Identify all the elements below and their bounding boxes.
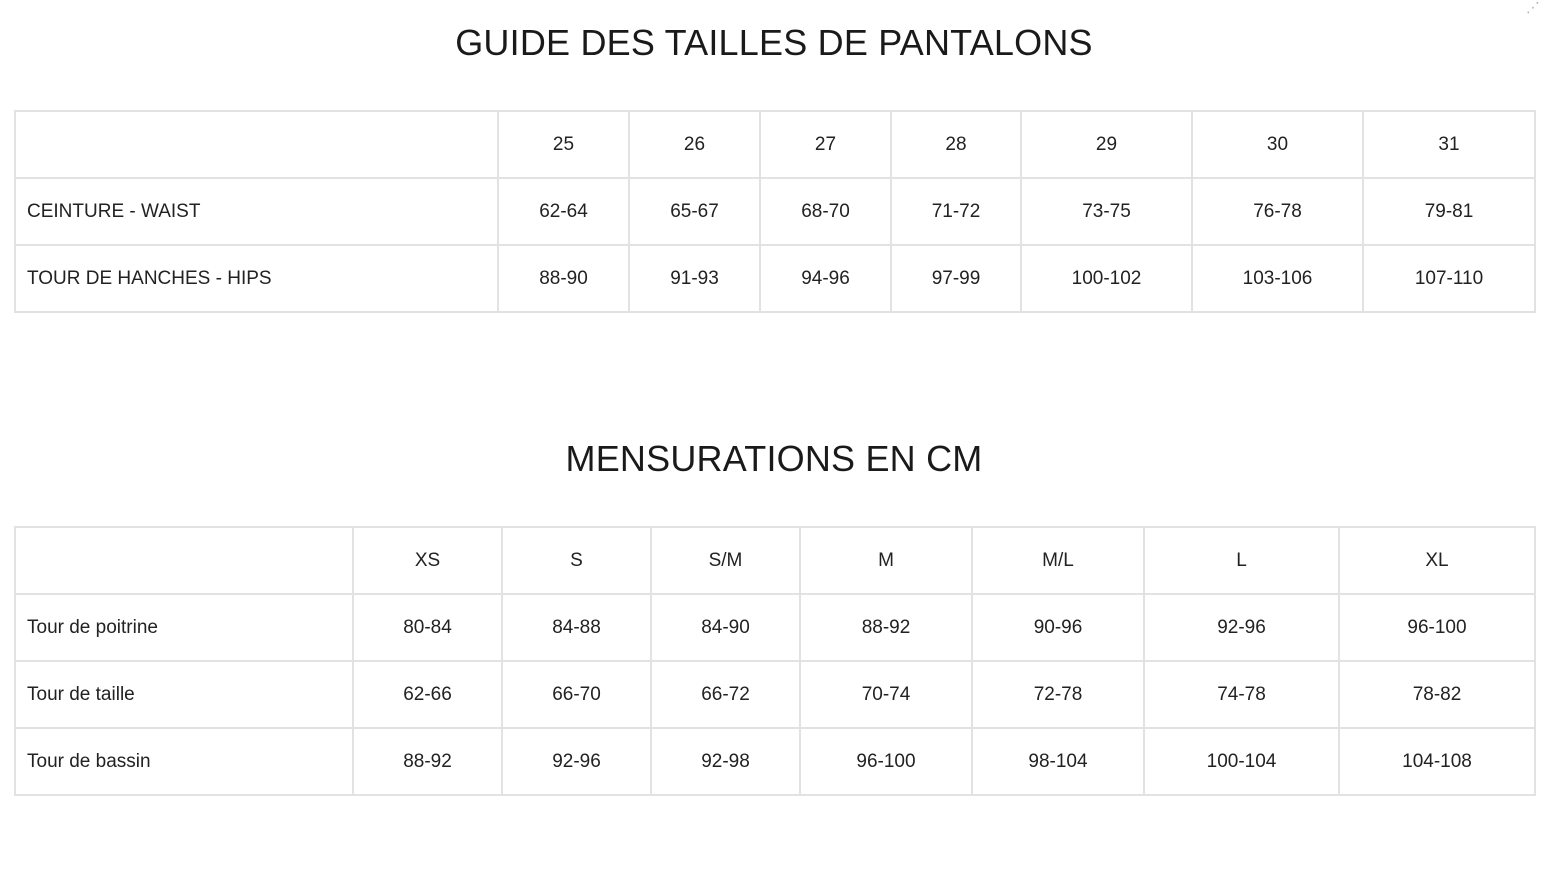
- table-cell: 94-96: [760, 245, 891, 312]
- table-row: [15, 178, 1535, 245]
- table-cell: 88-90: [498, 245, 629, 312]
- table-cell: 66-72: [651, 661, 800, 728]
- table-cell: 78-82: [1339, 661, 1535, 728]
- table-cell: 71-72: [891, 178, 1021, 245]
- table-cell: 104-108: [1339, 728, 1535, 795]
- table-cell: 68-70: [760, 178, 891, 245]
- header-cell: 26: [629, 111, 760, 178]
- table-cell: 98-104: [972, 728, 1144, 795]
- table-cell: 62-64: [498, 178, 629, 245]
- table-cell: 97-99: [891, 245, 1021, 312]
- table-cell: 84-88: [502, 594, 651, 661]
- table-cell: 65-67: [629, 178, 760, 245]
- table-cell: 88-92: [353, 728, 502, 795]
- header-cell: [15, 111, 498, 178]
- row-label: Tour de bassin: [15, 728, 353, 795]
- header-cell: 29: [1021, 111, 1192, 178]
- header-cell: 30: [1192, 111, 1363, 178]
- table-row: [15, 728, 1535, 795]
- table-cell: 107-110: [1363, 245, 1535, 312]
- header-cell: L: [1144, 527, 1339, 594]
- header-cell: S/M: [651, 527, 800, 594]
- table-cell: 92-96: [1144, 594, 1339, 661]
- table-cell: 72-78: [972, 661, 1144, 728]
- table-cell: 70-74: [800, 661, 972, 728]
- table-header-row: [15, 527, 1535, 594]
- table-header-row: [15, 111, 1535, 178]
- table-cell: 66-70: [502, 661, 651, 728]
- table-cell: 90-96: [972, 594, 1144, 661]
- table-cell: 74-78: [1144, 661, 1339, 728]
- header-cell: M/L: [972, 527, 1144, 594]
- table-cell: 96-100: [800, 728, 972, 795]
- table-cell: 91-93: [629, 245, 760, 312]
- table-cell: 88-92: [800, 594, 972, 661]
- table-cell: 80-84: [353, 594, 502, 661]
- table-cell: 96-100: [1339, 594, 1535, 661]
- header-cell: XL: [1339, 527, 1535, 594]
- table-cell: 92-96: [502, 728, 651, 795]
- table-cell: 92-98: [651, 728, 800, 795]
- pants-size-guide-title: GUIDE DES TAILLES DE PANTALONS: [455, 22, 1093, 63]
- table-row: [15, 594, 1535, 661]
- measurements-table: [14, 526, 1536, 796]
- table-cell: 100-102: [1021, 245, 1192, 312]
- table-cell: 79-81: [1363, 178, 1535, 245]
- header-cell: 25: [498, 111, 629, 178]
- header-cell: 31: [1363, 111, 1535, 178]
- header-cell: [15, 527, 353, 594]
- header-cell: S: [502, 527, 651, 594]
- table-cell: 73-75: [1021, 178, 1192, 245]
- header-cell: 27: [760, 111, 891, 178]
- pants-size-table: [14, 110, 1536, 313]
- measurements-title: MENSURATIONS EN CM: [565, 438, 983, 479]
- table-cell: 103-106: [1192, 245, 1363, 312]
- row-label: CEINTURE - WAIST: [15, 178, 498, 245]
- header-cell: 28: [891, 111, 1021, 178]
- table-row: [15, 245, 1535, 312]
- header-cell: M: [800, 527, 972, 594]
- table-cell: 62-66: [353, 661, 502, 728]
- header-cell: XS: [353, 527, 502, 594]
- table-cell: 84-90: [651, 594, 800, 661]
- table-cell: 76-78: [1192, 178, 1363, 245]
- table-cell: 100-104: [1144, 728, 1339, 795]
- table-row: [15, 661, 1535, 728]
- resize-grip-icon[interactable]: ⋰: [1526, 0, 1540, 15]
- row-label: TOUR DE HANCHES - HIPS: [15, 245, 498, 312]
- row-label: Tour de poitrine: [15, 594, 353, 661]
- row-label: Tour de taille: [15, 661, 353, 728]
